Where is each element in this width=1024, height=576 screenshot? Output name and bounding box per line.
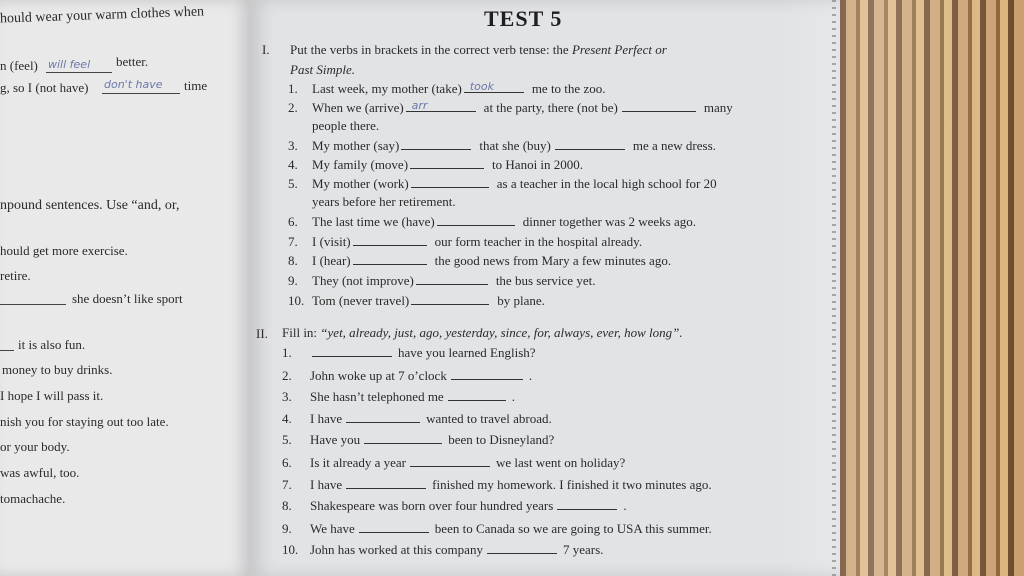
exercise-item <box>288 213 696 230</box>
left-line: g, so I (not have) <box>0 80 89 95</box>
left-page <box>0 0 250 576</box>
item-number: 7. <box>282 477 292 492</box>
item-text: the good news from Mary a few minutes ago. <box>434 253 672 268</box>
item-text: wanted to travel abroad. <box>426 411 552 426</box>
item-text: people there. <box>312 118 380 133</box>
exercise-item <box>282 367 532 384</box>
handwritten-answer: will feel <box>48 58 91 71</box>
section-numeral: II. <box>256 326 268 341</box>
item-number: 8. <box>282 498 292 513</box>
answer-blank <box>0 350 14 351</box>
answer-blank[interactable] <box>451 367 523 380</box>
item-number: 1. <box>282 345 292 360</box>
answer-blank[interactable] <box>353 233 427 246</box>
item-number: 7. <box>288 234 298 249</box>
item-text: we last went on holiday? <box>496 455 626 470</box>
answer-blank[interactable] <box>401 137 471 150</box>
exercise-item <box>282 410 552 427</box>
item-number: 1. <box>288 81 298 96</box>
left-line: I hope I will pass it. <box>0 388 104 403</box>
left-line: or your body. <box>0 439 70 454</box>
answer-blank <box>46 72 112 73</box>
left-line: n (feel) <box>0 58 38 73</box>
item-number: 10. <box>282 542 299 557</box>
answer-blank[interactable] <box>411 175 489 188</box>
left-line: better. <box>116 54 149 69</box>
item-text: years before her retirement. <box>312 194 456 209</box>
item-number: 9. <box>282 521 292 536</box>
left-line: hould wear your warm clothes when <box>0 4 205 27</box>
item-text: When we (arrive) <box>312 100 404 115</box>
item-text: My family (move) <box>312 157 409 172</box>
instruction-text: Put the verbs in brackets in the correct verb tense: the <box>290 42 572 57</box>
answer-blank[interactable] <box>406 99 476 112</box>
item-text: My mother (work) <box>312 176 409 191</box>
item-text: She hasn’t telephoned me <box>310 389 444 404</box>
exercise-item <box>282 476 712 493</box>
item-text: I have <box>310 477 343 492</box>
answer-blank[interactable] <box>487 541 557 554</box>
item-text: many <box>703 100 733 115</box>
item-text: Have you <box>310 432 361 447</box>
item-text: me to the zoo. <box>531 81 606 96</box>
item-text: me a new dress. <box>632 138 716 153</box>
exercise-item <box>312 118 379 134</box>
handwritten-answer: took <box>469 80 494 93</box>
item-text: Tom (never travel) <box>312 293 410 308</box>
left-line: time <box>184 78 208 93</box>
answer-blank[interactable] <box>437 213 515 226</box>
item-text: 7 years. <box>562 542 604 557</box>
item-text: They (not improve) <box>312 273 414 288</box>
left-line: she doesn’t like sport <box>72 291 183 306</box>
item-text: My mother (say) <box>312 138 400 153</box>
item-number: 10. <box>288 293 305 308</box>
answer-blank[interactable] <box>410 454 490 467</box>
left-line: npound sentences. Use “and, or, <box>0 198 180 213</box>
answer-blank[interactable] <box>448 388 506 401</box>
page-edge-dots <box>832 0 836 576</box>
answer-blank[interactable] <box>411 292 489 305</box>
item-text: by plane. <box>497 293 545 308</box>
exercise-item <box>288 292 545 309</box>
exercise-item <box>288 272 595 289</box>
item-text: I (visit) <box>312 234 351 249</box>
left-line: nish you for staying out too late. <box>0 414 169 429</box>
item-text: I (hear) <box>312 253 351 268</box>
answer-blank <box>102 93 180 94</box>
left-line: hould get more exercise. <box>0 243 128 258</box>
exercise-item <box>288 99 733 116</box>
answer-blank[interactable] <box>353 252 427 265</box>
item-number: 2. <box>282 368 292 383</box>
answer-blank[interactable] <box>622 99 696 112</box>
item-text: . <box>623 498 627 513</box>
item-number: 6. <box>288 214 298 229</box>
item-text: . <box>511 389 515 404</box>
exercise-item <box>282 388 515 405</box>
item-text: Is it already a year <box>310 455 407 470</box>
item-text: dinner together was 2 weeks ago. <box>522 214 697 229</box>
exercise-item <box>282 520 712 537</box>
section-numeral: I. <box>262 42 270 57</box>
item-text: We have <box>310 521 355 536</box>
section-instruction <box>290 42 667 58</box>
answer-blank <box>0 304 66 305</box>
exercise-item <box>288 156 583 173</box>
exercise-item <box>282 497 627 514</box>
item-number: 4. <box>288 157 298 172</box>
left-line: money to buy drinks. <box>2 362 113 377</box>
item-text: been to Canada so we are going to USA this summer. <box>434 521 712 536</box>
answer-blank[interactable] <box>557 497 617 510</box>
item-number: 4. <box>282 411 292 426</box>
handwritten-answer: arr <box>411 99 428 112</box>
item-text: John has worked at this company <box>310 542 483 557</box>
item-number: 9. <box>288 273 298 288</box>
handwritten-answer: don't have <box>104 78 163 91</box>
exercise-item <box>288 233 642 250</box>
answer-blank[interactable] <box>555 137 625 150</box>
item-text: have you learned English? <box>398 345 536 360</box>
item-number: 6. <box>282 455 292 470</box>
exercise-item <box>282 541 603 558</box>
item-text: . <box>528 368 533 383</box>
exercise-item <box>288 137 716 154</box>
item-text: at the party, there (not be) <box>483 100 618 115</box>
item-text: our form teacher in the hospital already. <box>434 234 643 249</box>
left-line: tomachache. <box>0 491 66 506</box>
exercise-item <box>312 194 456 210</box>
item-number: 5. <box>282 432 292 447</box>
instruction-emphasis: “yet, already, just, ago, yesterday, since, for, always, ever, how long”. <box>320 325 683 340</box>
exercise-item <box>288 80 605 97</box>
answer-blank[interactable] <box>410 156 484 169</box>
exercise-item <box>282 454 625 471</box>
exercise-item <box>288 175 717 192</box>
item-text: as a teacher in the local high school for 20 <box>496 176 717 191</box>
item-text: Last week, my mother (take) <box>312 81 462 96</box>
answer-blank[interactable] <box>346 476 426 489</box>
item-number: 3. <box>282 389 292 404</box>
item-text: The last time we (have) <box>312 214 435 229</box>
item-text: finished my homework. I finished it two minutes ago. <box>432 477 712 492</box>
left-line: retire. <box>0 268 31 283</box>
item-number: 2. <box>288 100 298 115</box>
item-text: John woke up at 7 o’clock <box>310 368 447 383</box>
item-text: to Hanoi in 2000. <box>492 157 584 172</box>
left-line: was awful, too. <box>0 465 80 480</box>
item-text: been to Disneyland? <box>448 432 555 447</box>
item-text: Shakespeare was born over four hundred years <box>310 498 554 513</box>
exercise-item <box>282 344 536 361</box>
item-number: 5. <box>288 176 298 191</box>
section-instruction <box>282 325 683 341</box>
answer-blank[interactable] <box>416 272 488 285</box>
page-title: TEST 5 <box>484 6 563 31</box>
item-text: the bus service yet. <box>495 273 596 288</box>
left-line: it is also fun. <box>18 337 86 352</box>
answer-blank[interactable] <box>464 80 524 93</box>
exercise-item <box>288 252 671 269</box>
exercise-item <box>282 431 554 448</box>
item-text: that she (buy) <box>479 138 551 153</box>
item-number: 8. <box>288 253 298 268</box>
item-number: 3. <box>288 138 298 153</box>
answer-blank[interactable] <box>312 344 392 357</box>
answer-blank[interactable] <box>359 520 429 533</box>
answer-blank[interactable] <box>364 431 442 444</box>
instruction-emphasis: Present Perfect or <box>571 42 667 57</box>
item-text: I have <box>310 411 343 426</box>
instruction-text: Fill in: <box>282 325 321 340</box>
answer-blank[interactable] <box>346 410 420 423</box>
instruction-tense: Past Simple. <box>290 62 355 77</box>
